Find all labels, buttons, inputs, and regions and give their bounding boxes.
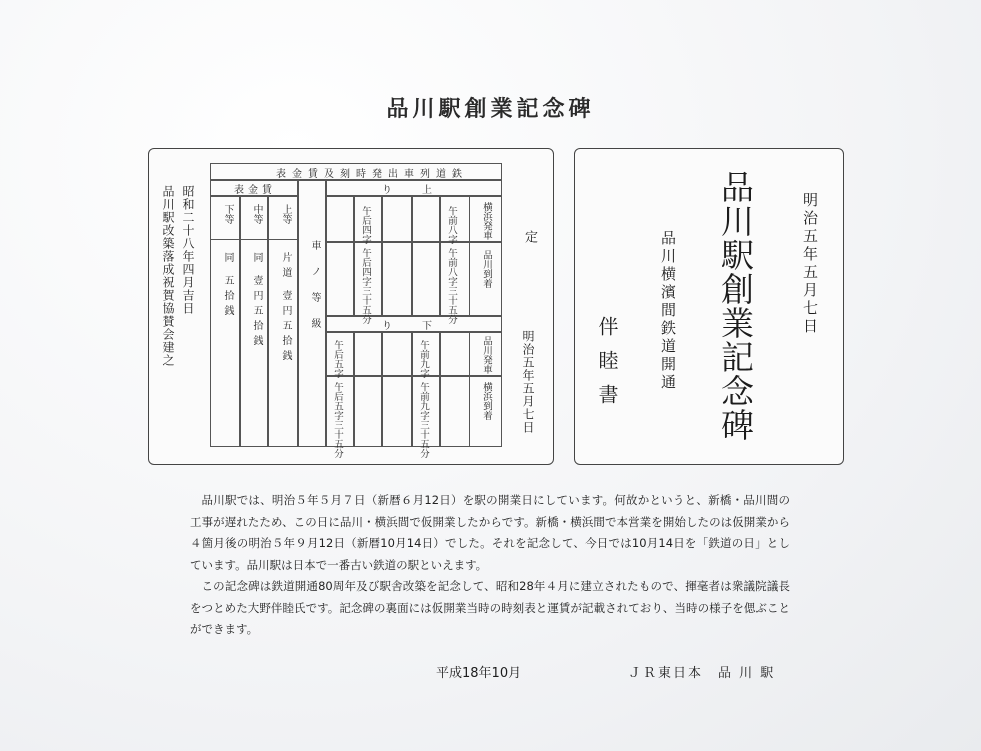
class-lower-fare: 同 五拾銭 <box>222 252 233 321</box>
description <box>190 490 790 641</box>
down-header: 下り <box>382 321 462 332</box>
down-col-e <box>440 332 470 447</box>
fare-header: 賃金表 <box>234 185 276 196</box>
up-time-1b: 午后四字 <box>360 206 371 244</box>
down-time-1a: 午前九字 <box>418 340 429 378</box>
footer-organization: ＪＲ東日本 品 川 駅 <box>628 666 776 681</box>
up-time-2a: 午前八字三十五分 <box>446 248 457 324</box>
up-time-2b: 午后四字三十五分 <box>360 248 371 324</box>
down-time-1b: 午后五字 <box>332 340 343 378</box>
up-col-d <box>412 196 440 316</box>
description-paragraph-1: 品川駅では、明治５年５月７日（新暦６月12日）を駅の開業日にしています。何故かというと、新橋・品川間の工事が遅れたため、この日に品川・横浜間で仮開業したからです。新橋・横浜間で本営業を開始したのは仮開業から４箇月後の明治５年９月12日（新暦10月14日）でした。それを記念して、今日では10月14日を「鉄道の日」としています。品川駅は日本で一番古い鉄道の駅といえます。 <box>190 493 790 572</box>
car-class-label: 車ノ等級 <box>309 240 320 344</box>
main-header: 鉄道列車出発時刻及賃金表 <box>276 169 468 180</box>
class-middle-fare: 同 壹円五拾銭 <box>251 252 262 351</box>
down-col-c <box>382 332 412 447</box>
class-middle-label: 中等 <box>251 204 262 224</box>
dedication-text: 品川駅改築落成祝賀協賛会建之 <box>161 185 175 367</box>
erected-date-text: 昭和二十八年四月吉日 <box>181 185 195 315</box>
up-col-a <box>326 196 354 316</box>
class-lower-label: 下等 <box>222 204 233 224</box>
down-station-2: 横浜到着 <box>481 382 492 420</box>
inscription-sub: 品川横濱間鉄道開通 <box>659 230 677 392</box>
down-time-2a: 午前九字三十五分 <box>418 382 429 458</box>
ordinance-date: 明治五年五月七日 <box>521 330 535 434</box>
up-header: 上り <box>382 185 462 196</box>
ordinance-label: 定 <box>522 230 537 243</box>
inscription-main: 品川駅創業記念碑 <box>716 170 755 442</box>
inscription-date: 明治五年五月七日 <box>801 192 819 336</box>
up-station-2: 品川到着 <box>481 250 492 288</box>
down-station-1: 品川発車 <box>481 336 492 374</box>
description-paragraph-2: この記念碑は鉄道開通80周年及び駅舎改築を記念して、昭和28年４月に建立されたもので、揮毫者は衆議院議長をつとめた大野伴睦氏です。記念碑の裏面には仮開業当時の時刻表と運賃が記載されており、当時の様子を偲ぶことができます。 <box>190 579 790 636</box>
down-col-b <box>354 332 382 447</box>
up-station-1: 横浜発車 <box>481 202 492 240</box>
class-upper-label: 上等 <box>280 204 291 224</box>
up-col-c <box>382 196 412 316</box>
page-title: 品川駅創業記念碑 <box>386 97 595 122</box>
footer-date: 平成18年10月 <box>436 666 522 681</box>
calligrapher-name: 伴睦書 <box>595 316 619 418</box>
up-time-1a: 午前八字 <box>446 206 457 244</box>
class-upper-fare: 片道 壹円五拾銭 <box>280 252 291 366</box>
down-time-2b: 午后五字三十五分 <box>332 382 343 458</box>
